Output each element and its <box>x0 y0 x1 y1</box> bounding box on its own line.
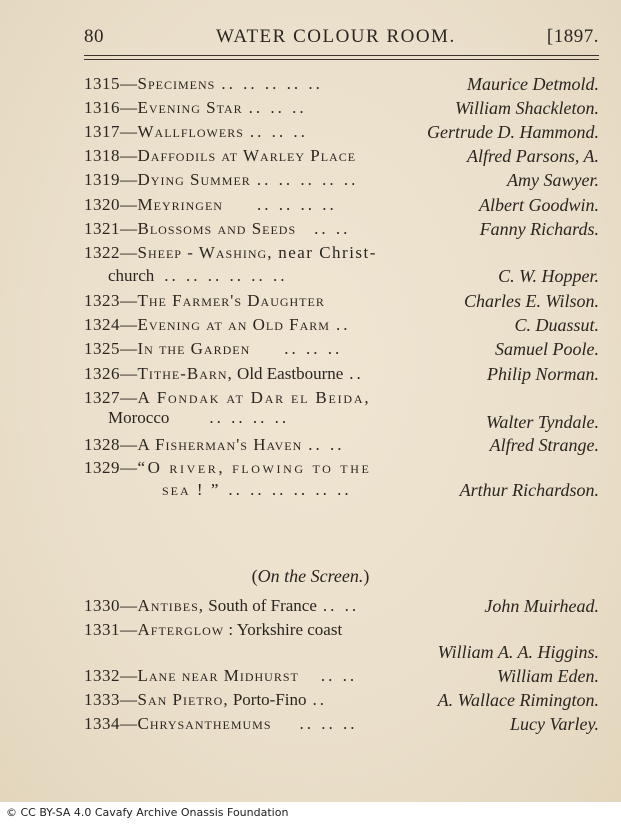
entry-subtitle: South of France <box>204 596 317 615</box>
entry-title: Evening at an Old Farm <box>137 315 330 334</box>
entry-number: 1326— <box>84 364 138 383</box>
entry-artist: Charles E. Wilson. <box>463 291 599 311</box>
entry-number: 1332— <box>84 666 138 685</box>
entry-artist: John Muirhead. <box>484 596 599 616</box>
catalogue-entry <box>84 98 599 122</box>
entry-number: 1319— <box>84 170 138 189</box>
entry-artist: Philip Norman. <box>486 364 599 384</box>
entry-artist: William Shackleton. <box>455 98 599 118</box>
entry-title: Afterglow <box>137 620 225 639</box>
catalogue-entry <box>84 146 599 170</box>
entry-artist: William Eden. <box>497 666 599 686</box>
entry-artist: Fanny Richards. <box>479 219 599 239</box>
catalogue-entry <box>84 364 599 388</box>
entry-artist: Walter Tyndale. <box>486 412 599 432</box>
entry-number: 1321— <box>84 219 138 238</box>
leader-dots: .. .. <box>308 435 345 454</box>
page-title: WATER COLOUR ROOM. <box>216 26 456 47</box>
entry-artist: A. Wallace Rimington. <box>437 690 599 710</box>
entry-subtitle: Morocco <box>108 408 170 427</box>
leader-dots: .. .. .. <box>249 122 308 141</box>
entry-subtitle: near Christ- <box>272 243 377 262</box>
entry-artist: Lucy Varley. <box>510 714 599 734</box>
entry-title: Lane near Midhurst <box>137 666 299 685</box>
entry-title: Wallflowers <box>137 122 244 141</box>
entry-title: Blossoms and Seeds <box>137 219 297 238</box>
leader-dots: .. .. <box>320 666 358 685</box>
entry-number: 1316— <box>84 98 138 117</box>
entry-artist: Amy Sawyer. <box>507 170 599 190</box>
screen-entry <box>84 620 599 644</box>
entry-title: Antibes, <box>137 596 205 615</box>
catalogue-entry <box>84 339 599 363</box>
leader-dots: .. .. .. .. <box>209 408 290 427</box>
catalogue-entry <box>84 458 599 482</box>
entry-number: 1328— <box>84 435 138 454</box>
page-number: 80 <box>84 26 104 47</box>
screen-entry <box>84 690 599 714</box>
entry-artist: Alfred Strange. <box>489 435 599 455</box>
leader-dots: .. <box>335 315 351 334</box>
catalogue-entry-continuation <box>108 266 599 290</box>
entry-title: The Farmer's Daughter <box>137 291 325 310</box>
entry-title: In the Garden <box>137 339 251 358</box>
entry-title: San Pietro, <box>137 690 229 709</box>
leader-dots: .. .. .. .. .. <box>221 74 323 93</box>
section-paren-open: ( <box>251 566 258 586</box>
entry-number: 1334— <box>84 714 138 733</box>
catalogue-entry <box>84 291 599 315</box>
entry-number: 1333— <box>84 690 138 709</box>
entry-number: 1325— <box>84 339 138 358</box>
entry-subtitle: Old Eastbourne <box>232 364 344 383</box>
entry-number: 1322— <box>84 243 138 262</box>
leader-dots: .. .. .. <box>248 98 307 117</box>
leader-dots: .. .. .. .. .. <box>256 170 359 189</box>
screen-entry-continuation <box>108 642 599 666</box>
entry-artist: C. Duassut. <box>514 315 599 335</box>
leader-dots: .. .. .. .. <box>256 195 337 214</box>
entry-artist: Gertrude D. Hammond. <box>427 122 599 142</box>
section-paren-close: ) <box>363 566 370 586</box>
entry-title: A Fisherman's Haven <box>137 435 303 454</box>
entry-number: 1330— <box>84 596 138 615</box>
catalogue-entry <box>84 243 599 267</box>
section-heading-on-the-screen <box>0 566 621 587</box>
catalogue-entry <box>84 435 599 459</box>
leader-dots: .. <box>349 364 364 383</box>
entry-title: Meyringen <box>137 195 223 214</box>
entry-number: 1318— <box>84 146 138 165</box>
catalogue-entry <box>84 219 599 243</box>
entry-artist: William A. A. Higgins. <box>437 642 599 662</box>
entry-title: “O river, flowing to the <box>137 458 372 477</box>
entry-title: Evening Star <box>137 98 243 117</box>
catalogue-entry <box>84 122 599 146</box>
leader-dots: .. .. .. .. .. .. <box>164 266 288 285</box>
entry-title: Sheep - Washing, <box>137 243 273 262</box>
copyright-credit: © CC BY-SA 4.0 Cavafy Archive Onassis Foundation <box>6 806 289 819</box>
catalogue-entry-continuation <box>108 408 599 432</box>
catalogue-entry <box>84 170 599 194</box>
entry-artist: Arthur Richardson. <box>459 480 599 500</box>
leader-dots: .. .. .. <box>299 714 358 733</box>
entry-subtitle: church <box>108 266 155 285</box>
entry-artist: Maurice Detmold. <box>467 74 599 94</box>
entry-number: 1324— <box>84 315 138 334</box>
entry-artist: Samuel Poole. <box>495 339 599 359</box>
screen-entry <box>84 596 599 620</box>
header-rule-bottom <box>84 59 599 60</box>
catalogue-entry-continuation <box>162 480 599 504</box>
entry-artist: Alfred Parsons, A. <box>466 146 599 166</box>
page-year: [1897. <box>546 26 599 47</box>
header-rule-top <box>84 55 599 56</box>
entry-artist: Albert Goodwin. <box>479 195 599 215</box>
entry-title: A Fondak at Dar el Beida, <box>137 388 371 407</box>
catalogue-entry <box>84 195 599 219</box>
leader-dots: .. .. <box>314 219 351 238</box>
leader-dots: .. <box>312 690 328 709</box>
entry-subtitle: Porto-Fino <box>228 690 307 709</box>
entry-title: Daffodils at Warley Place <box>137 146 357 165</box>
leader-dots: .. .. <box>322 596 360 615</box>
leader-dots: .. .. .. .. .. .. <box>228 480 352 499</box>
entry-number: 1317— <box>84 122 138 141</box>
entry-title: sea ! ” <box>162 480 221 499</box>
catalogue-entry <box>84 74 599 98</box>
page-header <box>84 26 599 52</box>
entry-title: Dying Summer <box>137 170 251 189</box>
entry-number: 1315— <box>84 74 138 93</box>
entry-number: 1329— <box>84 458 138 477</box>
catalogue-entry <box>84 315 599 339</box>
entry-title: Specimens <box>137 74 216 93</box>
entry-number: 1327— <box>84 388 138 407</box>
entry-subtitle: : Yorkshire coast <box>224 620 343 639</box>
entry-artist: C. W. Hopper. <box>498 266 599 286</box>
leader-dots: .. .. .. <box>284 339 343 358</box>
screen-entry <box>84 666 599 690</box>
entry-number: 1320— <box>84 195 138 214</box>
entry-number: 1331— <box>84 620 138 639</box>
section-label: On the Screen. <box>257 566 364 586</box>
entry-number: 1323— <box>84 291 138 310</box>
entry-title: Chrysanthemums <box>137 714 272 733</box>
entry-title: Tithe-Barn, <box>137 364 233 383</box>
screen-entry <box>84 714 599 738</box>
